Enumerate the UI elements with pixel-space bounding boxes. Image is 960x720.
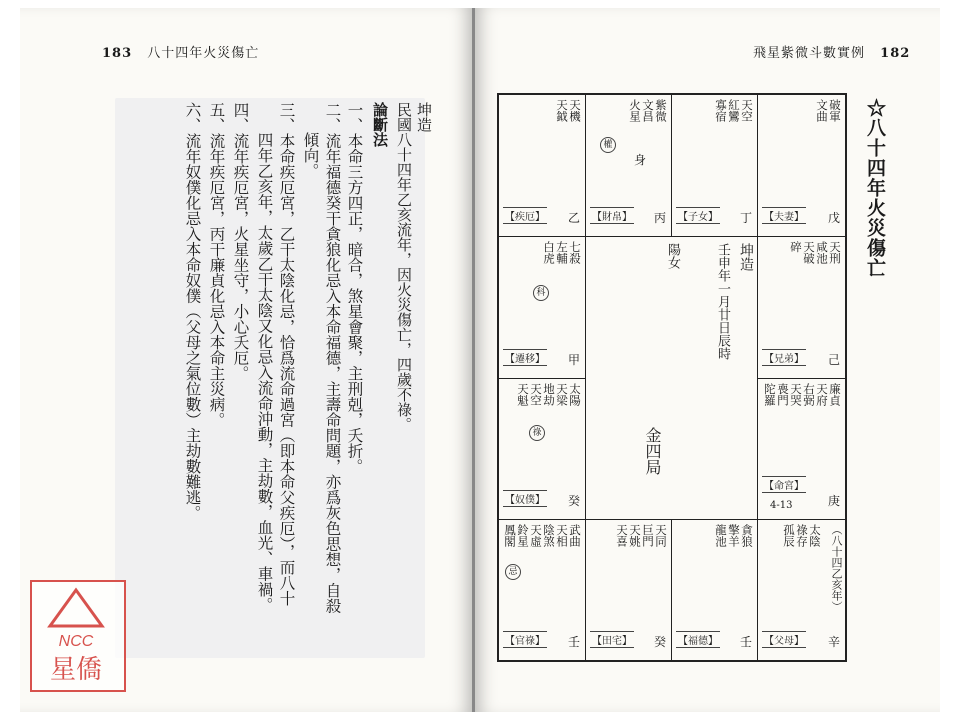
star: 鈴星 — [516, 524, 530, 547]
star: 擎羊 — [727, 524, 741, 547]
star: 廉貞 — [828, 383, 842, 406]
star: 太陽 — [568, 383, 582, 406]
star: 太陰 — [808, 524, 822, 547]
palace-cell-zinv — [672, 95, 757, 236]
palace-branch: 己 — [827, 353, 840, 367]
star: 陀羅 — [763, 383, 777, 406]
star: 天喜 — [615, 524, 629, 547]
palace-name: 【田宅】 — [590, 631, 634, 648]
palace-name: 【遷移】 — [503, 349, 547, 366]
star: 天刑 — [828, 241, 842, 264]
star: 地劫 — [542, 383, 556, 406]
star: 天梁 — [555, 383, 569, 406]
palace-name: 【官祿】 — [503, 631, 547, 648]
point-3: 三、本命疾厄宮，乙干太陰化忌，恰爲流命過宮（即本命父疾厄），而八十 — [277, 102, 296, 606]
transform-mark: 權 — [600, 137, 616, 153]
star: 鳳閣 — [503, 524, 517, 547]
gender-label: 陽女 — [665, 243, 680, 269]
ziwei-chart — [497, 93, 847, 662]
star: 龍池 — [714, 524, 728, 547]
point-3-cont: 四年乙亥年，太歲乙干太陰又化忌入流命沖動，主劫數，血光、車禍。 — [255, 132, 274, 613]
star: 紅鸞 — [727, 99, 741, 122]
case-label: 坤造 — [415, 102, 433, 132]
stamp-text-ncc: NCC — [58, 633, 94, 650]
palace-branch: 丁 — [739, 211, 752, 225]
star: 孤辰 — [782, 524, 796, 547]
five-element-bureau: 金四局 — [643, 427, 662, 475]
star: 天同 — [654, 524, 668, 547]
body-mark: 身 — [634, 153, 647, 167]
star: 天哭 — [789, 383, 803, 406]
age-range: 4-13 — [770, 500, 793, 511]
star: 天虛 — [529, 524, 543, 547]
palace-name: 【福德】 — [676, 631, 720, 648]
palace-name: 【財帛】 — [590, 207, 634, 224]
star: 祿存 — [795, 524, 809, 547]
star: 天鉞 — [555, 99, 569, 122]
palace-cell-xiongdi — [758, 237, 845, 378]
intro-text: 民國八十四年乙亥流年，因火災傷亡，四歲不祿。 — [395, 102, 413, 432]
palace-cell-fumu — [758, 520, 845, 660]
palace-branch: 癸 — [567, 494, 580, 508]
palace-stars — [715, 524, 753, 547]
palace-cell-jie — [499, 95, 585, 236]
star: 巨門 — [641, 524, 655, 547]
point-2: 二、流年福德癸干貪狼化忌入本命福德，主壽命問題，亦爲灰色思想，自殺 — [323, 102, 342, 614]
star: 火星 — [628, 99, 642, 122]
star: 天魁 — [516, 383, 530, 406]
palace-branch: 丙 — [653, 211, 666, 225]
transform-mark: 忌 — [505, 564, 521, 580]
palace-cell-fude — [672, 520, 757, 660]
article-title: ☆八十四年火災傷亡 — [864, 98, 886, 278]
star: 紫微 — [654, 99, 668, 122]
center-case-label: 坤造 — [738, 243, 754, 271]
palace-cell-minggong — [758, 379, 845, 519]
star: 天姚 — [628, 524, 642, 547]
palace-name: 【夫妻】 — [762, 207, 806, 224]
palace-branch: 辛 — [827, 635, 840, 649]
palace-stars — [616, 524, 667, 547]
star: 天空 — [740, 99, 754, 122]
star: 白虎 — [542, 241, 556, 264]
star: 貪狼 — [740, 524, 754, 547]
right-page-number: 182 — [880, 46, 911, 61]
star: 天相 — [555, 524, 569, 547]
stamp-text-name: 星僑 — [49, 655, 103, 685]
star: 左輔 — [555, 241, 569, 264]
point-6: 六、流年奴僕化忌入本命奴僕（父母之氣位數）主劫數難逃。 — [183, 102, 202, 521]
palace-stars — [715, 99, 753, 122]
palace-cell-qianyi — [499, 237, 585, 378]
palace-stars — [629, 99, 667, 122]
palace-name: 【父母】 — [762, 631, 806, 648]
star: 七殺 — [568, 241, 582, 264]
palace-stars — [517, 383, 581, 406]
palace-name: 【疾厄】 — [503, 207, 547, 224]
star: 天破 — [802, 241, 816, 264]
palace-stars — [790, 241, 841, 264]
left-page-number: 183 — [102, 46, 133, 61]
method-heading: 論斷法 — [371, 102, 389, 147]
star: 喪門 — [776, 383, 790, 406]
palace-branch: 甲 — [567, 353, 580, 367]
palace-cell-nupu — [499, 379, 585, 519]
ncc-watermark-stamp — [30, 580, 126, 692]
year-note: （八十四乙亥年） — [830, 524, 843, 612]
star: 碎 — [789, 241, 803, 253]
stamp-logo-icon — [32, 582, 120, 686]
palace-branch: 癸 — [653, 635, 666, 649]
palace-name: 【命宮】 — [762, 476, 806, 493]
left-page-header — [102, 42, 259, 61]
right-running-title: 飛星紫微斗數實例 — [753, 46, 866, 61]
palace-branch: 庚 — [827, 494, 840, 508]
palace-stars — [816, 99, 841, 122]
right-page-header — [753, 42, 910, 61]
star: 寡宿 — [714, 99, 728, 122]
palace-cell-fuqi — [758, 95, 845, 236]
star: 咸池 — [815, 241, 829, 264]
palace-branch: 戊 — [827, 211, 840, 225]
open-book — [20, 8, 940, 712]
star: 陰煞 — [542, 524, 556, 547]
star: 文昌 — [641, 99, 655, 122]
star: 天機 — [568, 99, 582, 122]
point-5: 五、流年疾厄宮，丙干廉貞化忌入本命主災病。 — [207, 102, 226, 428]
palace-branch: 壬 — [739, 635, 752, 649]
palace-branch: 壬 — [567, 635, 580, 649]
transform-mark: 祿 — [529, 425, 545, 441]
point-4: 四、流年疾厄宮，火星坐守，小心夭厄。 — [231, 102, 250, 381]
left-running-title: 八十四年火災傷亡 — [147, 46, 260, 61]
birth-data: 壬申年一月廿日辰時 — [715, 243, 730, 360]
palace-branch: 乙 — [567, 211, 580, 225]
palace-stars — [783, 524, 821, 547]
palace-name: 【子女】 — [676, 207, 720, 224]
star: 武曲 — [568, 524, 582, 547]
palace-name: 【兄弟】 — [762, 349, 806, 366]
star: 破軍 — [828, 99, 842, 122]
palace-cell-caibo — [586, 95, 671, 236]
transform-mark: 科 — [533, 285, 549, 301]
point-2-cont: 傾向。 — [301, 132, 320, 179]
palace-cell-guanlu — [499, 520, 585, 660]
star: 文曲 — [815, 99, 829, 122]
star: 天府 — [815, 383, 829, 406]
chart-center — [586, 237, 757, 519]
point-1: 一、本命三方四正，暗合，煞星會聚，主刑剋，夭折。 — [345, 102, 364, 474]
star: 天空 — [529, 383, 543, 406]
star: 右弼 — [802, 383, 816, 406]
palace-stars — [764, 383, 841, 406]
palace-stars — [543, 241, 581, 264]
palace-cell-tianzhai — [586, 520, 671, 660]
palace-stars — [556, 99, 581, 122]
palace-name: 【奴僕】 — [503, 490, 547, 507]
palace-stars — [504, 524, 581, 547]
